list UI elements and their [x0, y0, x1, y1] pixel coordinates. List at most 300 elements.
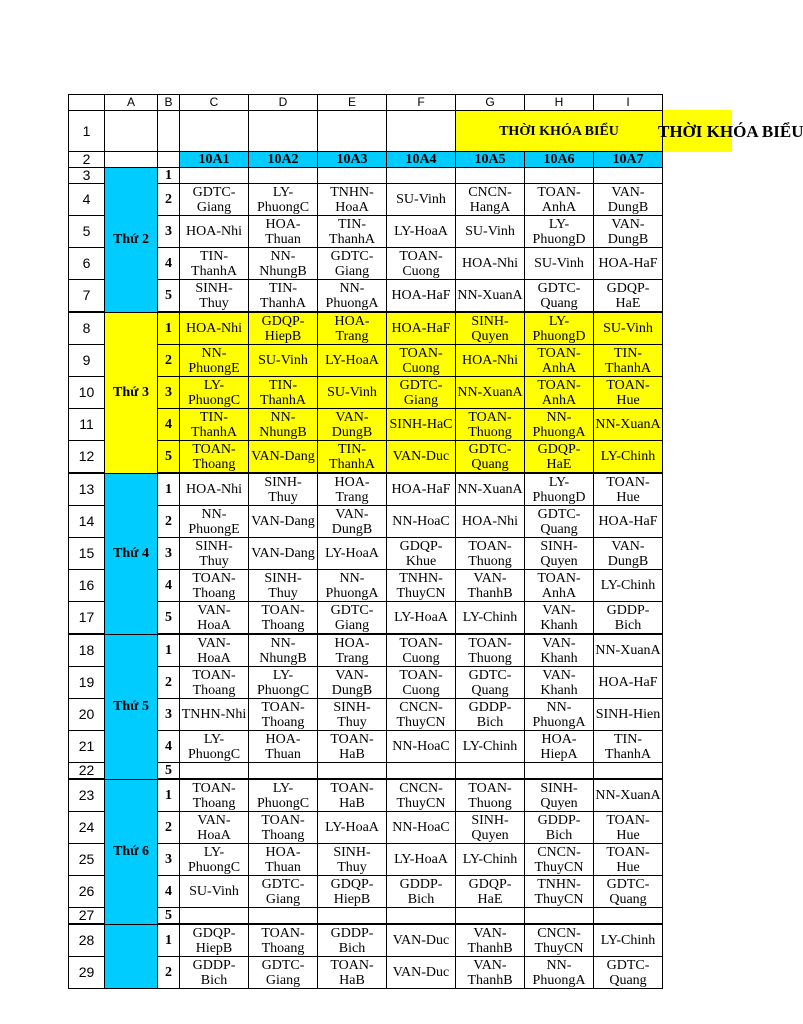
period-number[interactable]: 2 [158, 812, 180, 844]
subject-cell[interactable]: VAN- DungB [318, 506, 387, 538]
subject-cell[interactable]: LY- PhuongD [525, 216, 594, 248]
subject-cell[interactable]: TOAN- Thoang [180, 441, 249, 474]
subject-cell[interactable] [249, 168, 318, 184]
subject-cell[interactable]: TOAN- Thuong [456, 409, 525, 441]
subject-cell[interactable]: VAN- DungB [594, 216, 663, 248]
subject-cell[interactable]: GDQP- HaE [594, 280, 663, 313]
period-number[interactable]: 2 [158, 957, 180, 989]
subject-cell[interactable]: HOA-HaF [594, 506, 663, 538]
subject-cell[interactable]: TIN- ThanhA [594, 731, 663, 763]
subject-cell[interactable]: TOAN- Thuong [456, 538, 525, 570]
subject-cell[interactable]: TNHN-Nhi [180, 699, 249, 731]
subject-cell[interactable]: HOA-Nhi [456, 345, 525, 377]
row-header[interactable]: 1 [69, 111, 105, 152]
subject-cell[interactable]: TIN- ThanhA [249, 280, 318, 313]
subject-cell[interactable]: NN- PhuongA [318, 570, 387, 602]
timetable-row [69, 844, 663, 876]
subject-cell[interactable]: LY- PhuongD [525, 312, 594, 345]
subject-cell[interactable]: GDTC- Quang [456, 441, 525, 474]
subject-cell[interactable]: VAN- ThanhB [456, 957, 525, 989]
subject-cell[interactable]: HOA-HaF [594, 248, 663, 280]
subject-cell[interactable]: SINH- Thuy [180, 280, 249, 313]
day-label[interactable]: Thứ 2 [105, 168, 158, 313]
subject-cell[interactable]: TOAN- Cuong [387, 345, 456, 377]
subject-cell[interactable]: TOAN- HaB [318, 957, 387, 989]
period-number[interactable]: 2 [158, 345, 180, 377]
sheet-cell[interactable] [180, 111, 249, 152]
subject-cell[interactable]: HOA-HaF [594, 667, 663, 699]
timetable-row [69, 168, 663, 184]
title-overflow [658, 110, 803, 152]
period-number[interactable]: 1 [158, 779, 180, 812]
row-header[interactable]: 10 [69, 377, 105, 409]
title-overflow-text: THỜI KHÓA BIỂU [658, 122, 803, 141]
subject-cell[interactable]: NN- PhuongA [525, 409, 594, 441]
subject-cell[interactable]: HOA- Trang [318, 312, 387, 345]
subject-cell[interactable]: GDQP- HiepB [318, 876, 387, 908]
subject-cell[interactable]: HOA- Trang [318, 473, 387, 506]
period-number[interactable]: 1 [158, 168, 180, 184]
subject-cell[interactable]: VAN-Duc [387, 957, 456, 989]
row-header[interactable]: 9 [69, 345, 105, 377]
subject-cell[interactable]: VAN- DungB [594, 184, 663, 216]
subject-cell[interactable]: VAN- Khanh [525, 667, 594, 699]
subject-cell[interactable]: TOAN- Thoang [249, 812, 318, 844]
sheet-cell[interactable] [158, 152, 180, 168]
subject-cell[interactable]: TIN- ThanhA [180, 248, 249, 280]
subject-cell[interactable]: TOAN- Thoang [249, 699, 318, 731]
subject-cell[interactable]: GDDP- Bich [456, 699, 525, 731]
subject-cell[interactable]: NN-HoaC [387, 731, 456, 763]
period-number[interactable]: 2 [158, 506, 180, 538]
subject-cell[interactable]: HOA- Thuan [249, 216, 318, 248]
subject-cell[interactable]: HOA- Trang [318, 634, 387, 667]
timetable-sheet [68, 94, 663, 989]
class-header[interactable]: 10A4 [387, 152, 456, 168]
column-header-e[interactable]: E [318, 95, 387, 111]
row-header[interactable]: 24 [69, 812, 105, 844]
subject-cell[interactable]: SINH- Thuy [318, 699, 387, 731]
subject-cell[interactable]: GDDP- Bich [525, 812, 594, 844]
subject-cell[interactable]: TOAN- Thoang [180, 779, 249, 812]
subject-cell[interactable]: GDTC- Quang [594, 876, 663, 908]
subject-cell[interactable]: NN-XuanA [456, 280, 525, 313]
subject-cell[interactable]: SU-Vinh [318, 377, 387, 409]
sheet-cell[interactable] [105, 111, 158, 152]
period-number[interactable]: 4 [158, 409, 180, 441]
sheet-cell[interactable] [387, 111, 456, 152]
period-number[interactable]: 3 [158, 216, 180, 248]
class-header-row [69, 152, 663, 168]
subject-cell[interactable]: LY- PhuongC [180, 731, 249, 763]
subject-cell[interactable]: LY-Chinh [594, 924, 663, 957]
subject-cell[interactable]: GDTC- Giang [249, 876, 318, 908]
period-number[interactable]: 1 [158, 634, 180, 667]
subject-cell[interactable]: VAN- DungB [318, 667, 387, 699]
period-number[interactable]: 1 [158, 473, 180, 506]
subject-cell[interactable]: SINH- Quyen [456, 812, 525, 844]
subject-cell[interactable]: TIN- ThanhA [318, 216, 387, 248]
period-number[interactable]: 5 [158, 763, 180, 780]
subject-cell[interactable]: GDDP- Bich [594, 602, 663, 635]
row-header[interactable]: 2 [69, 152, 105, 168]
subject-cell[interactable]: VAN-Dang [249, 506, 318, 538]
column-header-i[interactable]: I [594, 95, 663, 111]
class-header[interactable]: 10A6 [525, 152, 594, 168]
row-header[interactable]: 13 [69, 473, 105, 506]
subject-cell[interactable]: SINH- Thuy [318, 844, 387, 876]
subject-cell[interactable]: NN- PhuongE [180, 506, 249, 538]
period-number[interactable]: 5 [158, 280, 180, 313]
subject-cell[interactable]: NN- PhuongA [318, 280, 387, 313]
subject-cell[interactable]: LY-HoaA [318, 812, 387, 844]
timetable-row [69, 908, 663, 925]
subject-cell[interactable]: HOA- Thuan [249, 731, 318, 763]
subject-cell[interactable] [249, 908, 318, 925]
subject-cell[interactable] [525, 908, 594, 925]
day-label[interactable]: Thứ 3 [105, 312, 158, 473]
period-number[interactable]: 4 [158, 731, 180, 763]
subject-cell[interactable]: VAN-Duc [387, 924, 456, 957]
subject-cell[interactable]: CNCN- HangA [456, 184, 525, 216]
subject-cell[interactable]: TOAN- HaB [318, 731, 387, 763]
timetable-row [69, 876, 663, 908]
timetable-row [69, 248, 663, 280]
subject-cell[interactable]: HOA- Thuan [249, 844, 318, 876]
row-header[interactable]: 12 [69, 441, 105, 474]
subject-cell[interactable]: VAN-Duc [387, 441, 456, 474]
timetable-title[interactable]: THỜI KHÓA BIỂU [456, 111, 663, 152]
timetable-row [69, 473, 663, 506]
row-header[interactable]: 6 [69, 248, 105, 280]
row-header[interactable]: 18 [69, 634, 105, 667]
subject-cell[interactable] [456, 763, 525, 780]
subject-cell[interactable]: GDDP- Bich [318, 924, 387, 957]
subject-cell[interactable]: TOAN- Thoang [249, 924, 318, 957]
subject-cell[interactable]: TNHN- HoaA [318, 184, 387, 216]
subject-cell[interactable]: TIN- ThanhA [180, 409, 249, 441]
subject-cell[interactable]: LY- PhuongC [249, 779, 318, 812]
timetable-row [69, 957, 663, 989]
subject-cell[interactable] [318, 168, 387, 184]
subject-cell[interactable]: HOA-HaF [387, 280, 456, 313]
subject-cell[interactable]: TOAN- Thoang [249, 602, 318, 635]
subject-cell[interactable]: GDTC- Giang [318, 248, 387, 280]
subject-cell[interactable]: NN- NhungB [249, 248, 318, 280]
subject-cell[interactable]: HOA-HaF [387, 473, 456, 506]
subject-cell[interactable]: TOAN- AnhA [525, 570, 594, 602]
day-label[interactable] [105, 924, 158, 989]
timetable-row [69, 924, 663, 957]
subject-cell[interactable]: TOAN- Cuong [387, 248, 456, 280]
timetable-row [69, 812, 663, 844]
row-header[interactable]: 22 [69, 763, 105, 780]
subject-cell[interactable]: TOAN- Cuong [387, 667, 456, 699]
row-header[interactable]: 11 [69, 409, 105, 441]
subject-cell[interactable]: LY- PhuongC [249, 184, 318, 216]
subject-cell[interactable]: VAN- HoaA [180, 602, 249, 635]
subject-cell[interactable]: VAN- Khanh [525, 602, 594, 635]
column-header-b[interactable]: B [158, 95, 180, 111]
row-header[interactable]: 27 [69, 908, 105, 925]
subject-cell[interactable]: TNHN- ThuyCN [525, 876, 594, 908]
subject-cell[interactable] [387, 763, 456, 780]
subject-cell[interactable]: TOAN- Thuong [456, 779, 525, 812]
subject-cell[interactable]: HOA-Nhi [456, 248, 525, 280]
subject-cell[interactable]: TOAN- Hue [594, 812, 663, 844]
subject-cell[interactable]: LY- PhuongD [525, 473, 594, 506]
subject-cell[interactable]: TIN- ThanhA [249, 377, 318, 409]
row-header[interactable]: 14 [69, 506, 105, 538]
row-header[interactable]: 15 [69, 538, 105, 570]
subject-cell[interactable] [456, 168, 525, 184]
subject-cell[interactable]: NN-XuanA [594, 634, 663, 667]
period-number[interactable]: 5 [158, 441, 180, 474]
subject-cell[interactable]: HOA- HiepA [525, 731, 594, 763]
row-header[interactable]: 25 [69, 844, 105, 876]
period-number[interactable]: 1 [158, 924, 180, 957]
row-header[interactable]: 20 [69, 699, 105, 731]
subject-cell[interactable]: NN-HoaC [387, 812, 456, 844]
subject-cell[interactable]: LY-Chinh [594, 441, 663, 474]
subject-cell[interactable]: NN- PhuongA [525, 957, 594, 989]
subject-cell[interactable]: LY- PhuongC [180, 844, 249, 876]
row-header[interactable]: 3 [69, 168, 105, 184]
class-header[interactable]: 10A2 [249, 152, 318, 168]
subject-cell[interactable]: GDTC- Quang [525, 506, 594, 538]
subject-cell[interactable] [594, 908, 663, 925]
subject-cell[interactable]: GDTC- Quang [456, 667, 525, 699]
subject-cell[interactable]: LY-HoaA [387, 216, 456, 248]
timetable-row [69, 667, 663, 699]
subject-cell[interactable]: GDQP- HiepB [249, 312, 318, 345]
day-label[interactable]: Thứ 5 [105, 634, 158, 779]
subject-cell[interactable]: SINH- Quyen [525, 538, 594, 570]
subject-cell[interactable]: NN-XuanA [594, 409, 663, 441]
column-header-h[interactable]: H [525, 95, 594, 111]
subject-cell[interactable]: GDTC- Quang [525, 280, 594, 313]
corner-cell[interactable] [69, 95, 105, 111]
timetable-row [69, 216, 663, 248]
timetable-row [69, 779, 663, 812]
subject-cell[interactable]: SU-Vinh [525, 248, 594, 280]
subject-cell[interactable]: LY-HoaA [318, 345, 387, 377]
subject-cell[interactable]: GDTC- Giang [180, 184, 249, 216]
subject-cell[interactable]: NN- NhungB [249, 634, 318, 667]
column-header-g[interactable]: G [456, 95, 525, 111]
subject-cell[interactable]: TIN- ThanhA [594, 345, 663, 377]
row-header[interactable]: 26 [69, 876, 105, 908]
subject-cell[interactable]: HOA-Nhi [180, 216, 249, 248]
subject-cell[interactable]: GDQP- HiepB [180, 924, 249, 957]
subject-cell[interactable] [180, 763, 249, 780]
subject-cell[interactable]: VAN-Dang [249, 441, 318, 474]
class-header[interactable]: 10A1 [180, 152, 249, 168]
subject-cell[interactable]: VAN- DungB [318, 409, 387, 441]
subject-cell[interactable]: SU-Vinh [594, 312, 663, 345]
subject-cell[interactable]: NN- PhuongA [525, 699, 594, 731]
subject-cell[interactable]: NN-XuanA [456, 473, 525, 506]
subject-cell[interactable]: GDTC- Giang [318, 602, 387, 635]
subject-cell[interactable]: NN-HoaC [387, 506, 456, 538]
day-label[interactable]: Thứ 6 [105, 779, 158, 924]
subject-cell[interactable]: TNHN- ThuyCN [387, 570, 456, 602]
period-number[interactable]: 4 [158, 570, 180, 602]
subject-cell[interactable]: TOAN- Hue [594, 377, 663, 409]
subject-cell[interactable]: SINH- Thuy [249, 570, 318, 602]
subject-cell[interactable]: SU-Vinh [456, 216, 525, 248]
column-header-f[interactable]: F [387, 95, 456, 111]
subject-cell[interactable]: SU-Vinh [387, 184, 456, 216]
subject-cell[interactable]: TOAN- Thuong [456, 634, 525, 667]
subject-cell[interactable] [387, 908, 456, 925]
period-number[interactable]: 4 [158, 248, 180, 280]
class-header[interactable]: 10A7 [594, 152, 663, 168]
timetable-row [69, 699, 663, 731]
period-number[interactable]: 3 [158, 538, 180, 570]
subject-cell[interactable]: SU-Vinh [180, 876, 249, 908]
subject-cell[interactable] [594, 763, 663, 780]
subject-cell[interactable]: GDQP- HaE [456, 876, 525, 908]
timetable-row [69, 441, 663, 474]
subject-cell[interactable]: TOAN- Hue [594, 473, 663, 506]
row-header[interactable]: 17 [69, 602, 105, 635]
row-header[interactable]: 5 [69, 216, 105, 248]
subject-cell[interactable]: LY-HoaA [387, 844, 456, 876]
period-number[interactable]: 3 [158, 377, 180, 409]
column-header-c[interactable]: C [180, 95, 249, 111]
subject-cell[interactable]: CNCN- ThuyCN [525, 924, 594, 957]
subject-cell[interactable]: LY-Chinh [456, 602, 525, 635]
period-number[interactable]: 2 [158, 184, 180, 216]
subject-cell[interactable]: LY- PhuongC [180, 377, 249, 409]
row-header[interactable]: 16 [69, 570, 105, 602]
subject-cell[interactable]: NN-XuanA [456, 377, 525, 409]
subject-cell[interactable]: CNCN- ThuyCN [525, 844, 594, 876]
subject-cell[interactable]: NN- NhungB [249, 409, 318, 441]
subject-cell[interactable]: TOAN- Thoang [180, 667, 249, 699]
column-header-d[interactable]: D [249, 95, 318, 111]
subject-cell[interactable] [318, 908, 387, 925]
subject-cell[interactable]: GDQP- HaE [525, 441, 594, 474]
subject-cell[interactable]: TIN- ThanhA [318, 441, 387, 474]
subject-cell[interactable]: TOAN- Cuong [387, 634, 456, 667]
subject-cell[interactable]: GDTC- Giang [249, 957, 318, 989]
sheet-row [69, 111, 663, 152]
subject-cell[interactable] [318, 763, 387, 780]
row-header[interactable]: 28 [69, 924, 105, 957]
subject-cell[interactable]: LY- PhuongC [249, 667, 318, 699]
subject-cell[interactable]: TOAN- AnhA [525, 184, 594, 216]
subject-cell[interactable] [180, 168, 249, 184]
row-header[interactable]: 19 [69, 667, 105, 699]
subject-cell[interactable]: GDDP- Bich [180, 957, 249, 989]
subject-cell[interactable] [594, 168, 663, 184]
subject-cell[interactable]: NN-XuanA [594, 779, 663, 812]
subject-cell[interactable]: CNCN- ThuyCN [387, 779, 456, 812]
period-number[interactable]: 3 [158, 844, 180, 876]
subject-cell[interactable]: VAN- Khanh [525, 634, 594, 667]
row-header[interactable]: 29 [69, 957, 105, 989]
period-number[interactable]: 4 [158, 876, 180, 908]
subject-cell[interactable]: SINH-HaC [387, 409, 456, 441]
subject-cell[interactable]: LY-HoaA [387, 602, 456, 635]
subject-cell[interactable]: SINH-Hien [594, 699, 663, 731]
subject-cell[interactable] [456, 908, 525, 925]
subject-cell[interactable]: TOAN- AnhA [525, 345, 594, 377]
subject-cell[interactable]: LY-HoaA [318, 538, 387, 570]
row-header[interactable]: 7 [69, 280, 105, 313]
class-header[interactable]: 10A3 [318, 152, 387, 168]
timetable-row [69, 634, 663, 667]
sheet-cell[interactable] [105, 152, 158, 168]
subject-cell[interactable]: HOA-HaF [387, 312, 456, 345]
subject-cell[interactable]: NN- PhuongE [180, 345, 249, 377]
subject-cell[interactable]: TOAN- Hue [594, 844, 663, 876]
subject-cell[interactable]: SINH- Quyen [525, 779, 594, 812]
timetable-row [69, 377, 663, 409]
subject-cell[interactable]: GDDP- Bich [387, 876, 456, 908]
subject-cell[interactable]: VAN- ThanhB [456, 570, 525, 602]
subject-cell[interactable]: LY-Chinh [456, 731, 525, 763]
period-number[interactable]: 1 [158, 312, 180, 345]
row-header[interactable]: 8 [69, 312, 105, 345]
subject-cell[interactable]: HOA-Nhi [180, 312, 249, 345]
subject-cell[interactable]: VAN- HoaA [180, 634, 249, 667]
period-number[interactable]: 5 [158, 908, 180, 925]
subject-cell[interactable]: CNCN- ThuyCN [387, 699, 456, 731]
sheet-cell[interactable] [158, 111, 180, 152]
row-header[interactable]: 21 [69, 731, 105, 763]
subject-cell[interactable] [249, 763, 318, 780]
subject-cell[interactable]: SINH- Quyen [456, 312, 525, 345]
subject-cell[interactable]: GDQP- Khue [387, 538, 456, 570]
period-number[interactable]: 2 [158, 667, 180, 699]
subject-cell[interactable]: SINH- Thuy [180, 538, 249, 570]
subject-cell[interactable]: GDTC- Quang [594, 957, 663, 989]
subject-cell[interactable]: GDTC- Giang [387, 377, 456, 409]
subject-cell[interactable] [525, 168, 594, 184]
subject-cell[interactable]: LY-Chinh [594, 570, 663, 602]
subject-cell[interactable]: HOA-Nhi [456, 506, 525, 538]
sheet-cell[interactable] [318, 111, 387, 152]
subject-cell[interactable]: HOA-Nhi [180, 473, 249, 506]
sheet-cell[interactable] [249, 111, 318, 152]
subject-cell[interactable]: TOAN- Thoang [180, 570, 249, 602]
period-number[interactable]: 3 [158, 699, 180, 731]
column-header-a[interactable]: A [105, 95, 158, 111]
subject-cell[interactable]: SU-Vinh [249, 345, 318, 377]
subject-cell[interactable]: LY-Chinh [456, 844, 525, 876]
subject-cell[interactable]: VAN- DungB [594, 538, 663, 570]
subject-cell[interactable]: TOAN- HaB [318, 779, 387, 812]
period-number[interactable]: 5 [158, 602, 180, 635]
subject-cell[interactable]: VAN-Dang [249, 538, 318, 570]
subject-cell[interactable]: SINH- Thuy [249, 473, 318, 506]
subject-cell[interactable]: VAN- HoaA [180, 812, 249, 844]
row-header[interactable]: 23 [69, 779, 105, 812]
day-label[interactable]: Thứ 4 [105, 473, 158, 634]
subject-cell[interactable] [387, 168, 456, 184]
row-header[interactable]: 4 [69, 184, 105, 216]
subject-cell[interactable]: VAN- ThanhB [456, 924, 525, 957]
subject-cell[interactable] [525, 763, 594, 780]
subject-cell[interactable]: TOAN- AnhA [525, 377, 594, 409]
timetable-row [69, 731, 663, 763]
timetable-row [69, 570, 663, 602]
subject-cell[interactable] [180, 908, 249, 925]
class-header[interactable]: 10A5 [456, 152, 525, 168]
